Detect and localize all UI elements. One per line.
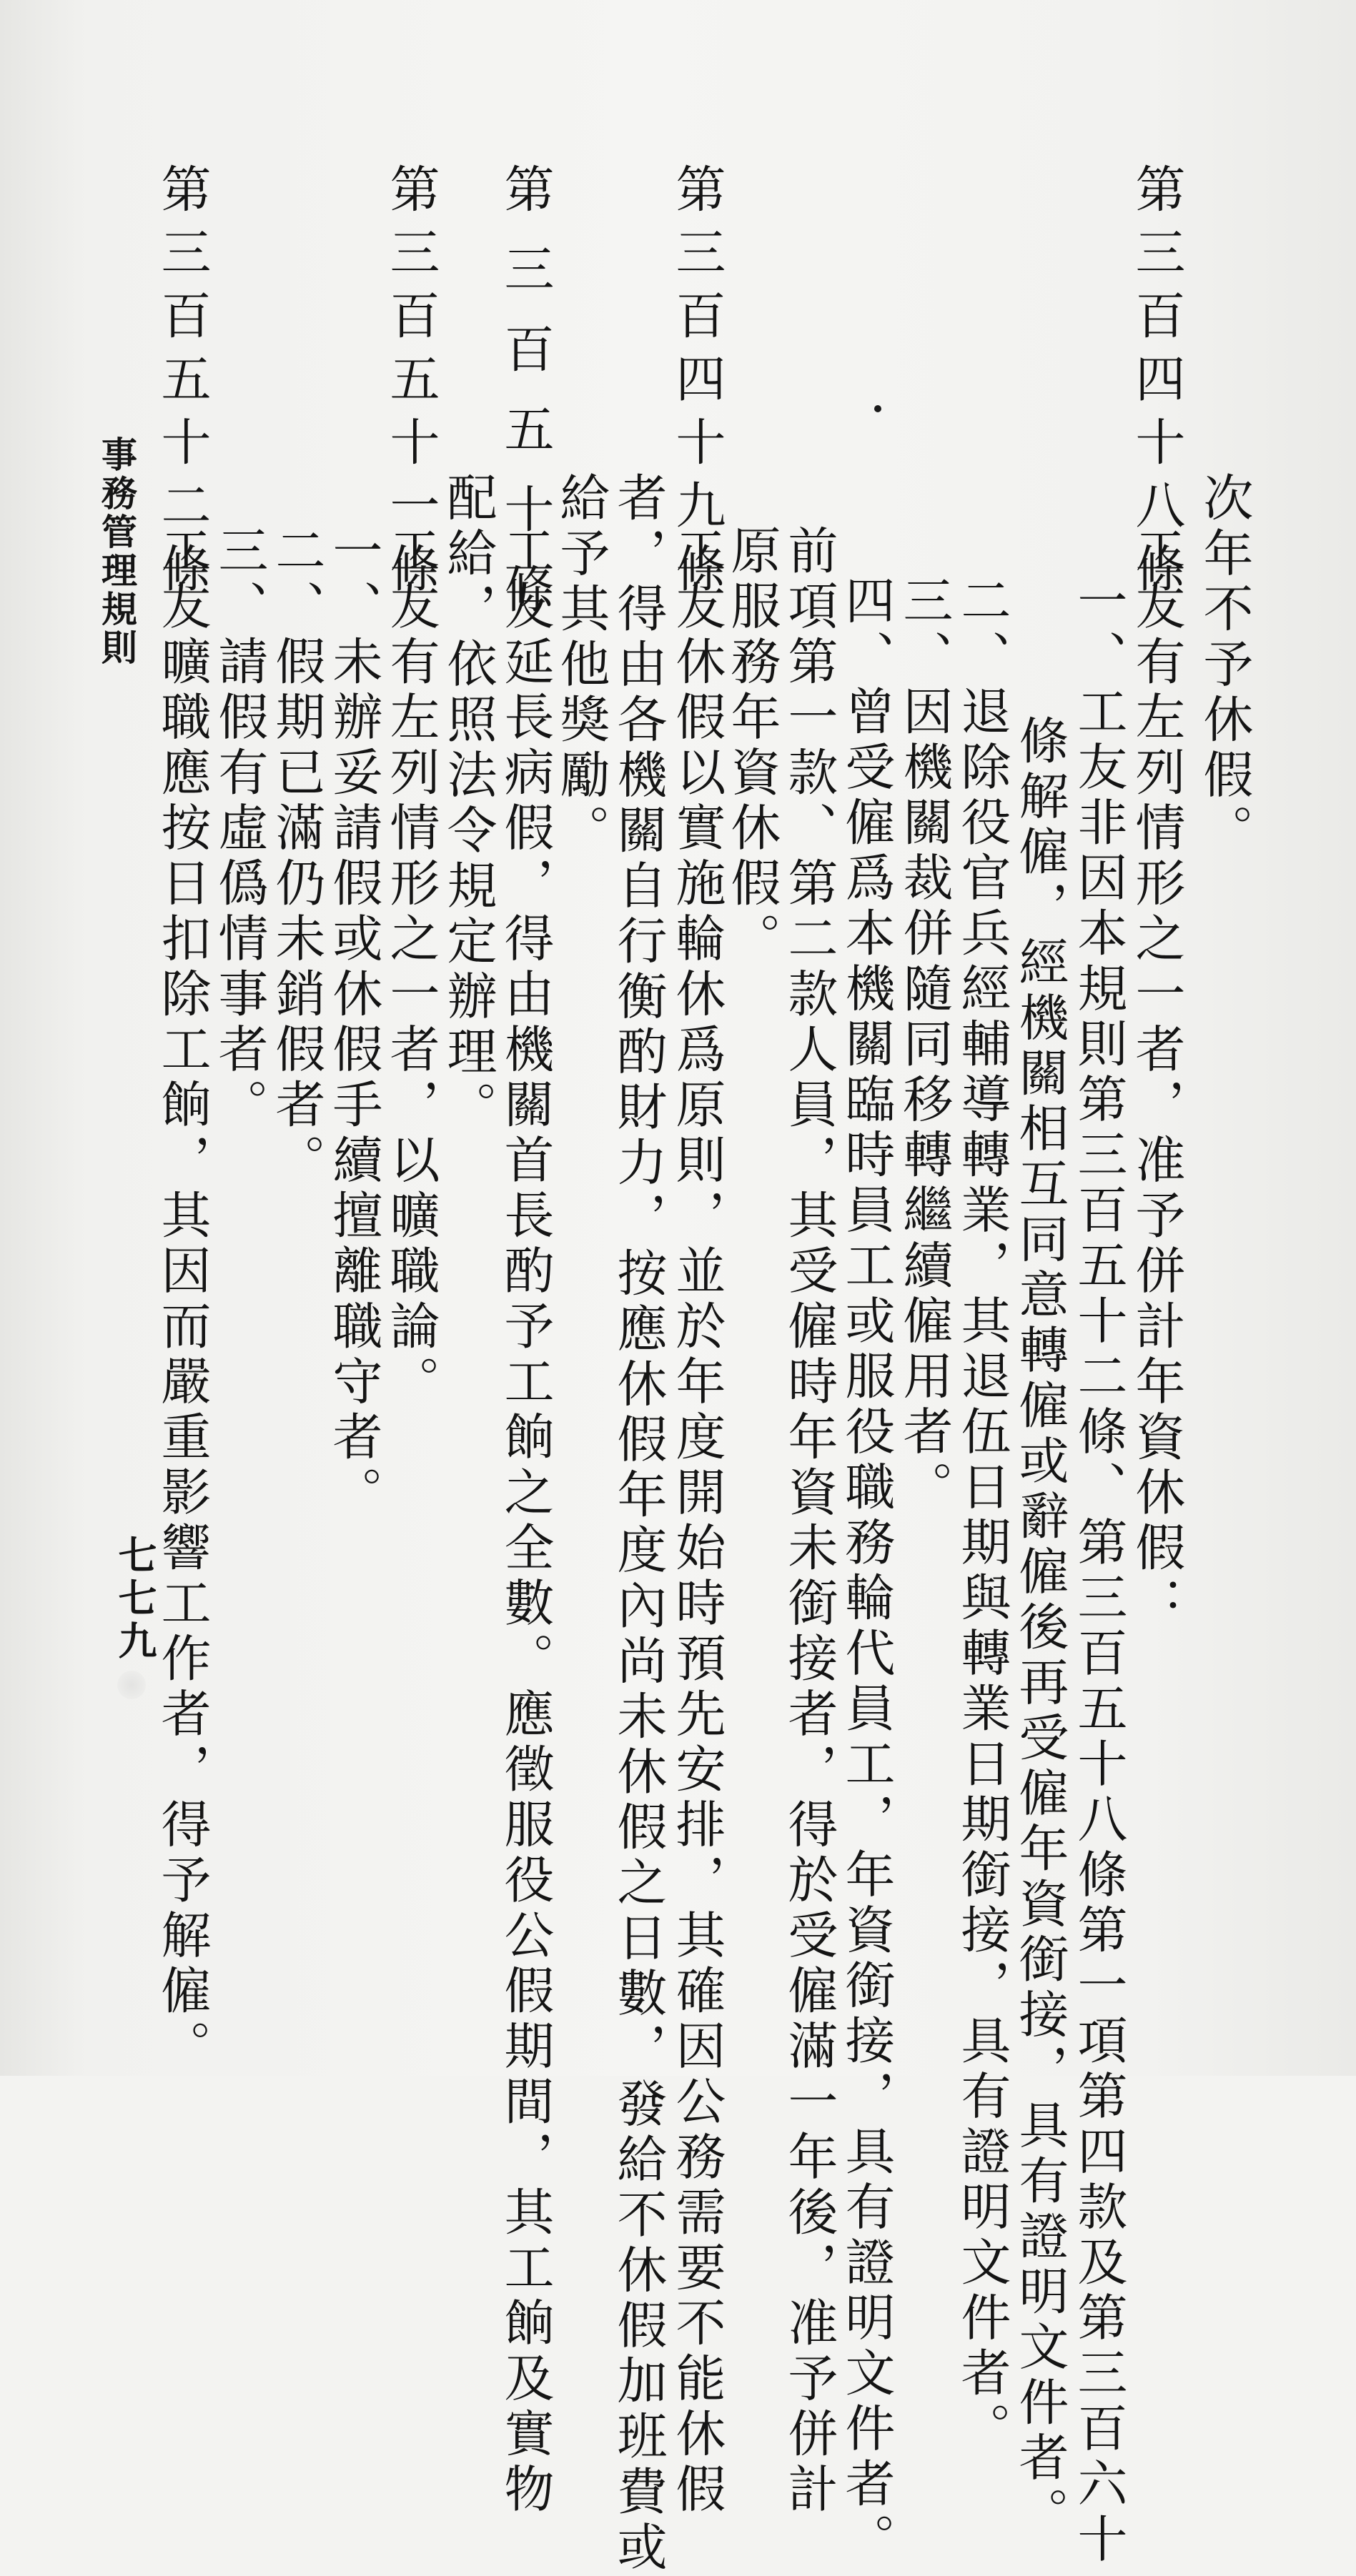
article-348-line-6: 三、因機關裁併隨同移轉繼續僱用者。 <box>895 575 954 1516</box>
article-348-line-9: 原服務年資休假。 <box>723 524 781 968</box>
article-350-line-1: 工友延長病假，得由機關首長酌予工餉之全數。應徵服役公假期間，其工餉及實物 <box>496 524 555 2518</box>
article-348-heading: 第三百四十八條 <box>1127 163 1186 606</box>
article-348-line-5: 二、退除役官兵經輔導轉業，其退伍日期與轉業日期銜接，具有證明文件者。 <box>953 575 1011 2457</box>
article-351-heading: 第三百五十一條 <box>382 163 440 606</box>
article-349-line-2: 者，得由各機關自行衡酌財力，按應休假年度內尚未休假之日數，發給不休假加班費或 <box>609 472 668 2576</box>
article-349-line-3: 給予其他獎勵。 <box>552 472 610 860</box>
article-348-line-7: 四、曾受僱爲本機關臨時員工或服役職務輪代員工，年資銜接，具有證明文件者。 <box>837 575 896 2568</box>
page-stain <box>117 1671 146 1699</box>
article-351-line-2: 一、未辦妥請假或休假手續擅離職守者。 <box>325 524 383 1521</box>
article-350-heading: 第三百五十條 <box>496 163 555 643</box>
article-348-line-3: 一、工友非因本規則第三百五十二條、第三百五十八條第一項第四款及第三百六十 <box>1069 575 1128 2568</box>
article-351-line-3: 二、假期已滿仍未銷假者。 <box>267 524 326 1189</box>
article-352-heading: 第三百五十二條 <box>153 163 212 606</box>
running-book-title: 事務管理規則 <box>96 436 138 667</box>
article-351-line-4: 三、請假有虛僞情事者。 <box>210 524 269 1134</box>
article-349-heading: 第三百四十九條 <box>668 163 726 606</box>
article-348-line-8: 前項第一款、第二款人員，其受僱時年資未銜接者，得於受僱滿一年後，准予併計 <box>780 524 838 2518</box>
article-348-line-4: 條解僱，經機關相互同意轉僱或辭僱後再受僱年資銜接，具有證明文件者。 <box>1011 715 1069 2542</box>
page-number: 七七九 <box>112 1535 158 1664</box>
article-352-line-1: 工友曠職應按日扣除工餉，其因而嚴重影響工作者，得予解僱。 <box>153 524 212 2075</box>
article-348-line-1: 次年不予休假。 <box>1195 472 1254 860</box>
article-348-line-2: 工友有左列情形之一者，准予併計年資休假： <box>1127 524 1186 1632</box>
article-349-line-1: 工友休假以實施輪休爲原則，並於年度開始時預先安排，其確因公務需要不能休假 <box>668 524 726 2518</box>
article-350-line-2: 配給，依照法令規定辦理。 <box>439 472 498 1136</box>
article-351-line-1: 工友有左列情形之一者，以曠職論。 <box>382 524 440 1411</box>
ink-speck <box>874 405 881 412</box>
